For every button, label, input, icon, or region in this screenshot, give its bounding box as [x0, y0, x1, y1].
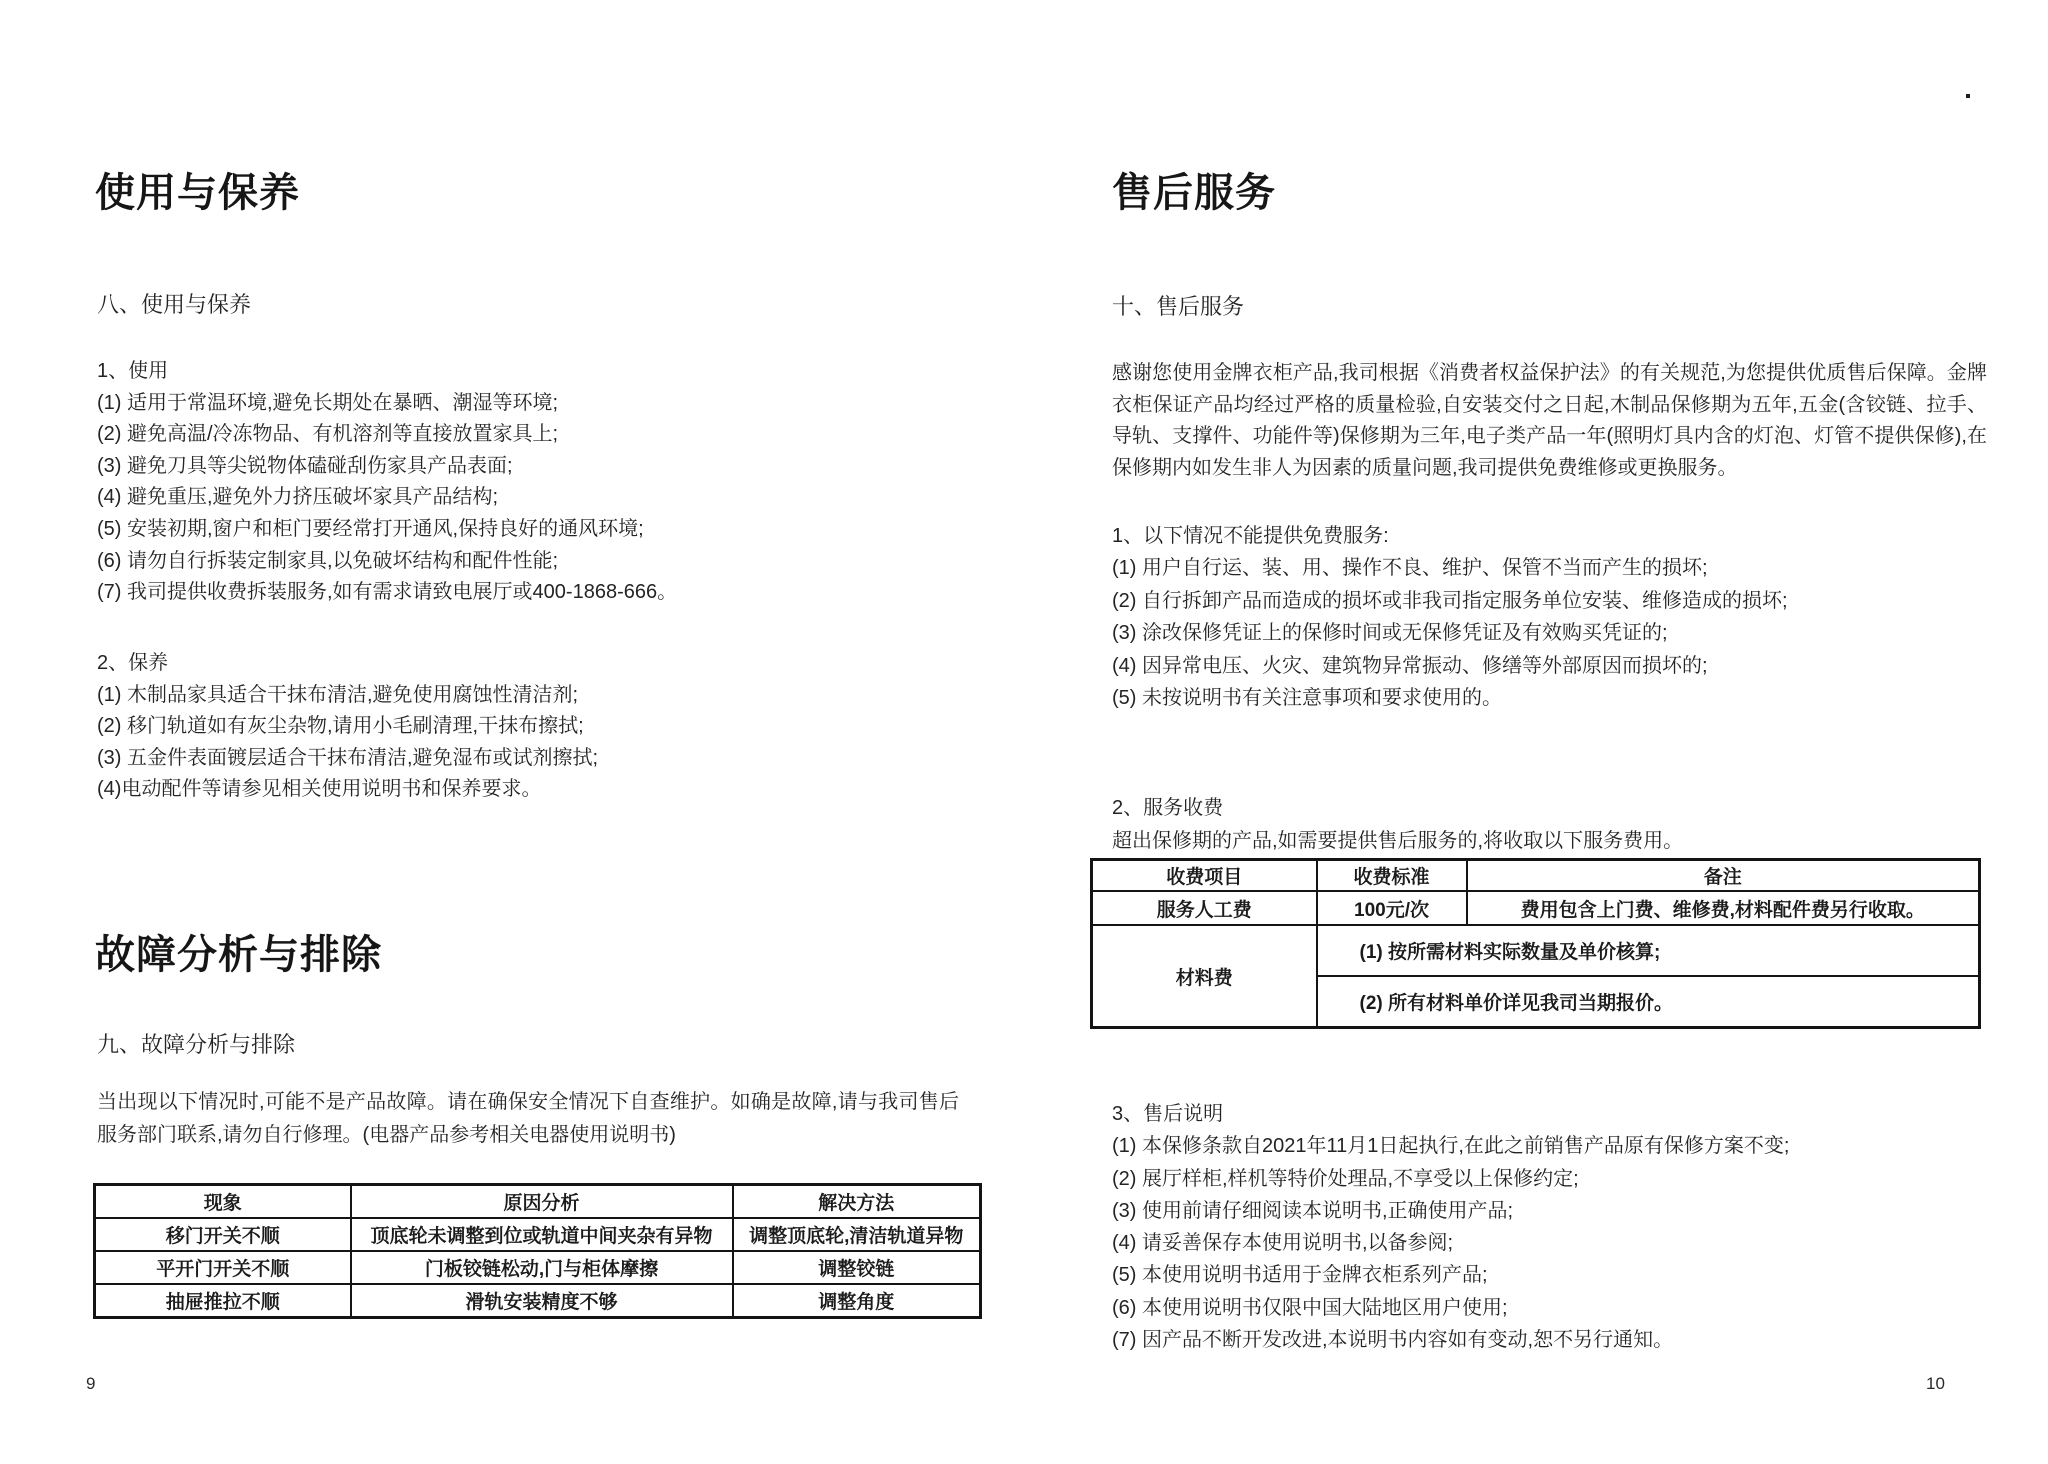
- list-item: (1) 用户自行运、装、用、操作不良、维护、保管不当而产生的损坏;: [1112, 557, 1708, 580]
- list-item: (3) 五金件表面镀层适合干抹布清洁,避免湿布或试剂擦拭;: [97, 746, 599, 769]
- usage-list: [97, 356, 677, 609]
- table-cell: 100元/次: [1317, 891, 1467, 925]
- list-item: (5) 本使用说明书适用于金牌衣柜系列产品;: [1112, 1264, 1488, 1287]
- page-title-fault: 故障分析与排除: [95, 932, 382, 977]
- table-cell: 门板铰链松动,门与柜体摩擦: [351, 1251, 733, 1284]
- table-cell-material-label: 材料费: [1092, 925, 1317, 1028]
- list-item: (3) 使用前请仔细阅读本说明书,正确使用产品;: [1112, 1199, 1514, 1222]
- table-header-cell: 解决方法: [733, 1185, 981, 1219]
- list-heading: 1、使用: [97, 360, 169, 382]
- table-cell: 平开门开关不顺: [95, 1251, 351, 1284]
- table-row: [95, 1284, 981, 1318]
- list-item: (2) 避免高温/冷冻物品、有机溶剂等直接放置家具上;: [97, 423, 559, 446]
- table-row: [1092, 925, 1980, 976]
- list-item: (6) 请勿自行拆装定制家具,以免破坏结构和配件性能;: [97, 549, 559, 572]
- page-number-right: 10: [1926, 1374, 1945, 1393]
- list-item: (1) 本保修条款自2021年11月1日起执行,在此之前销售产品原有保修方案不变;: [1112, 1135, 1790, 1158]
- list-item: (5) 未按说明书有关注意事项和要求使用的。: [1112, 687, 1502, 710]
- table-header-cell: 收费项目: [1092, 860, 1317, 892]
- section-heading-fault: 九、故障分析与排除: [97, 1032, 296, 1057]
- list-item: (1) 木制品家具适合干抹布清洁,避免使用腐蚀性清洁剂;: [97, 683, 579, 706]
- table-cell: 调整顶底轮,清洁轨道异物: [733, 1218, 981, 1251]
- service-intro-paragraph: 感谢您使用金牌衣柜产品,我司根据《消费者权益保护法》的有关规范,为您提供优质售后保障。金牌衣柜保证产品均经过严格的质量检验,自安装交付之日起,木制品保修期为五年,五金(含铰链、拉手、导轨、支撑件、功能件等)保修期为三年,电子类产品一年(照明灯具内含的灯泡、灯管不提供保修),在保修期内如发生非人为因素的质量问题,我司提供免费维修或更换服务。: [1112, 362, 1987, 479]
- care-list: [97, 648, 598, 806]
- table-row: [95, 1218, 981, 1251]
- table-cell: (1) 按所需材料实际数量及单价核算;: [1317, 925, 1980, 976]
- section-heading-usage: 八、使用与保养: [97, 292, 252, 317]
- table-header-row: [1092, 860, 1980, 892]
- list-item: (2) 移门轨道如有灰尘杂物,请用小毛刷清理,干抹布擦拭;: [97, 715, 584, 738]
- table-cell: 抽屉推拉不顺: [95, 1284, 351, 1318]
- table-cell: 服务人工费: [1092, 891, 1317, 925]
- fault-intro-paragraph: 当出现以下情况时,可能不是产品故障。请在确保安全情况下自查维护。如确是故障,请与我司售后服务部门联系,请勿自行修理。(电器产品参考相关电器使用说明书): [97, 1091, 959, 1146]
- list-heading: 2、服务收费: [1112, 797, 1224, 819]
- fault-table: [93, 1183, 982, 1319]
- table-header-row: [95, 1185, 981, 1219]
- table-cell: 顶底轮未调整到位或轨道中间夹杂有异物: [351, 1218, 733, 1251]
- table-cell: 滑轨安装精度不够: [351, 1284, 733, 1318]
- table-cell: 调整角度: [733, 1284, 981, 1318]
- list-item: (3) 涂改保修凭证上的保修时间或无保修凭证及有效购买凭证的;: [1112, 622, 1668, 645]
- list-item: (7) 我司提供收费拆装服务,如有需求请致电展厅或400-1868-666。: [97, 581, 678, 604]
- no-free-service-list: [1112, 520, 1788, 714]
- table-cell: (2) 所有材料单价详见我司当期报价。: [1317, 976, 1980, 1028]
- table-row: [95, 1251, 981, 1284]
- page-title-service: 售后服务: [1112, 170, 1276, 215]
- list-heading: 3、售后说明: [1112, 1103, 1224, 1125]
- after-sales-notes-list: [1112, 1098, 1790, 1356]
- list-item: (6) 本使用说明书仅限中国大陆地区用户使用;: [1112, 1296, 1508, 1319]
- table-cell: 调整铰链: [733, 1251, 981, 1284]
- fees-description: 超出保修期的产品,如需要提供售后服务的,将收取以下服务费用。: [1112, 830, 1684, 852]
- list-item: (2) 展厅样柜,样机等特价处理品,不享受以上保修约定;: [1112, 1167, 1579, 1190]
- list-item: (2) 自行拆卸产品而造成的损坏或非我司指定服务单位安装、维修造成的损坏;: [1112, 589, 1788, 612]
- table-cell: 费用包含上门费、维修费,材料配件费另行收取。: [1467, 891, 1980, 925]
- table-header-cell: 备注: [1467, 860, 1980, 892]
- fee-table: [1090, 858, 1981, 1029]
- list-item: (1) 适用于常温环境,避免长期处在暴晒、潮湿等环境;: [97, 391, 559, 414]
- list-item: (4) 避免重压,避免外力挤压破坏家具产品结构;: [97, 486, 499, 509]
- list-item: (4) 请妥善保存本使用说明书,以备参阅;: [1112, 1232, 1454, 1255]
- print-dot-artifact: [1966, 94, 1970, 98]
- list-item: (5) 安装初期,窗户和柜门要经常打开通风,保持良好的通风环境;: [97, 517, 644, 540]
- list-item: (4)电动配件等请参见相关使用说明书和保养要求。: [97, 778, 542, 801]
- list-heading: 1、以下情况不能提供免费服务:: [1112, 525, 1389, 547]
- page-number-left: 9: [86, 1374, 96, 1393]
- list-item: (7) 因产品不断开发改进,本说明书内容如有变动,恕不另行通知。: [1112, 1329, 1674, 1352]
- list-item: (3) 避免刀具等尖锐物体磕碰刮伤家具产品表面;: [97, 454, 513, 477]
- list-item: (4) 因异常电压、火灾、建筑物异常振动、修缮等外部原因而损坏的;: [1112, 654, 1708, 677]
- page-title-usage: 使用与保养: [95, 170, 300, 215]
- table-row: [1092, 891, 1980, 925]
- table-header-cell: 原因分析: [351, 1185, 733, 1219]
- list-heading: 2、保养: [97, 652, 169, 674]
- section-heading-service: 十、售后服务: [1112, 294, 1245, 319]
- table-header-cell: 收费标准: [1317, 860, 1467, 892]
- table-header-cell: 现象: [95, 1185, 351, 1219]
- table-cell: 移门开关不顺: [95, 1218, 351, 1251]
- fees-section: [1112, 792, 1683, 858]
